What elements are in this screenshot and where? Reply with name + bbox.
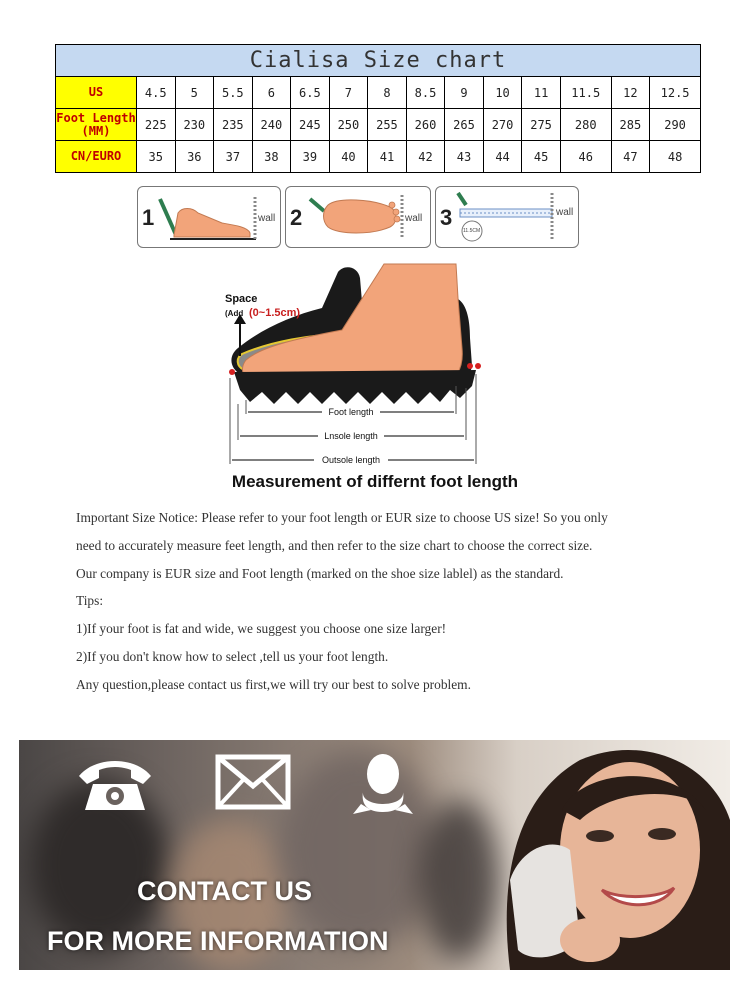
outsole-length-label: Outsole length — [321, 455, 381, 465]
mail-icon[interactable] — [215, 754, 291, 810]
contact-note: Any question,please contact us first,we will try our best to solve problem. — [76, 676, 471, 692]
euro-size-cell: 39 — [291, 141, 330, 173]
toe-marker — [475, 363, 481, 369]
us-size-cell: 10 — [483, 77, 522, 109]
us-size-cell: 9 — [445, 77, 484, 109]
foot-length-label: Foot length — [328, 407, 374, 417]
us-size-cell: 12.5 — [650, 77, 701, 109]
contact-banner[interactable] — [19, 740, 730, 970]
step-1-number: 1 — [142, 205, 155, 230]
size-notice — [76, 504, 716, 699]
support-agent-photo — [470, 740, 730, 970]
insole-length-label: Lnsole length — [324, 431, 378, 441]
step-2-number: 2 — [290, 205, 303, 230]
shoe-outsole — [234, 370, 476, 404]
foot-length-cell: 250 — [329, 109, 368, 141]
euro-size-cell: 44 — [483, 141, 522, 173]
notice-line: Important Size Notice: Please refer to your foot length or EUR size to choose US size! So you only — [76, 510, 608, 525]
us-size-cell: 6.5 — [291, 77, 330, 109]
foot-length-cell: 245 — [291, 109, 330, 141]
foot-length-cell: 290 — [650, 109, 701, 141]
foot-length-cell: 255 — [368, 109, 407, 141]
euro-size-cell: 43 — [445, 141, 484, 173]
size-chart-title-row — [56, 45, 701, 77]
foot-length-row — [56, 109, 701, 141]
size-chart-title: Cialisa Size chart — [56, 45, 701, 77]
tip-item: 1)If your foot is fat and wide, we suggest you choose one size larger! — [76, 621, 447, 637]
foot-length-cell: 260 — [406, 109, 445, 141]
phone-icon[interactable] — [75, 754, 155, 814]
add-value: (0~1.5cm) — [249, 307, 301, 319]
diagram-heading: Measurement of differnt foot length — [231, 472, 519, 491]
step-3-number: 3 — [440, 205, 453, 230]
add-prefix: (Add — [225, 309, 244, 318]
foot-length-cell: 275 — [522, 109, 561, 141]
foot-length-label-line1: Foot Length — [56, 110, 136, 125]
step-3-ruler-mark: 11.5CM — [463, 228, 481, 234]
step-2-wall-label: wall — [405, 213, 423, 224]
us-size-cell: 5.5 — [214, 77, 253, 109]
us-label: US — [56, 77, 137, 109]
euro-size-row — [56, 141, 701, 173]
contact-us-text: CONTACT US — [137, 876, 312, 906]
tips-heading: Tips: — [76, 593, 104, 609]
size-chart-table — [55, 44, 701, 173]
us-size-cell: 5 — [175, 77, 214, 109]
measurement-steps — [137, 186, 579, 248]
us-size-cell: 6 — [252, 77, 291, 109]
euro-size-cell: 45 — [522, 141, 561, 173]
notice-line: need to accurately measure feet length, and then refer to the size chart to choose the correct size. — [76, 537, 593, 553]
foot-length-cell: 230 — [175, 109, 214, 141]
foot-length-cell: 285 — [611, 109, 650, 141]
euro-label: CN/EURO — [56, 141, 137, 173]
euro-size-cell: 41 — [368, 141, 407, 173]
euro-size-cell: 37 — [214, 141, 253, 173]
foot-length-diagram — [220, 258, 490, 466]
us-size-cell: 7 — [329, 77, 368, 109]
euro-size-cell: 42 — [406, 141, 445, 173]
foot-length-cell: 270 — [483, 109, 522, 141]
foot-length-cell: 280 — [560, 109, 611, 141]
us-size-cell: 8 — [368, 77, 407, 109]
toe-marker — [467, 363, 473, 369]
us-size-cell: 11.5 — [560, 77, 611, 109]
us-size-row — [56, 77, 701, 109]
euro-size-cell: 38 — [252, 141, 291, 173]
more-info-text: FOR MORE INFORMATION — [47, 926, 389, 956]
step-3-box — [435, 186, 579, 248]
heel-marker — [229, 369, 235, 375]
step-1-wall-label: wall — [258, 213, 276, 224]
foot-length-cell: 265 — [445, 109, 484, 141]
foot-length-label-line2: (MM) — [81, 123, 111, 138]
foot-length-cell: 235 — [214, 109, 253, 141]
euro-size-cell: 36 — [175, 141, 214, 173]
step-3-wall-label: wall — [556, 207, 574, 218]
foot-length-cell: 225 — [137, 109, 176, 141]
space-label: Space — [225, 293, 258, 305]
euro-size-cell: 40 — [329, 141, 368, 173]
chat-penguin-icon[interactable] — [353, 748, 413, 818]
us-size-cell: 8.5 — [406, 77, 445, 109]
euro-size-cell: 46 — [560, 141, 611, 173]
step-2-box — [285, 186, 431, 248]
us-size-cell: 12 — [611, 77, 650, 109]
us-size-cell: 4.5 — [137, 77, 176, 109]
foot-length-cell: 240 — [252, 109, 291, 141]
notice-line: Our company is EUR size and Foot length (marked on the shoe size lablel) as the standard. — [76, 565, 564, 581]
euro-size-cell: 47 — [611, 141, 650, 173]
euro-size-cell: 48 — [650, 141, 701, 173]
us-size-cell: 11 — [522, 77, 561, 109]
tip-item: 2)If you don't know how to select ,tell us your foot length. — [76, 648, 389, 664]
foot-length-label — [56, 109, 137, 141]
step-1-box — [137, 186, 281, 248]
euro-size-cell: 35 — [137, 141, 176, 173]
